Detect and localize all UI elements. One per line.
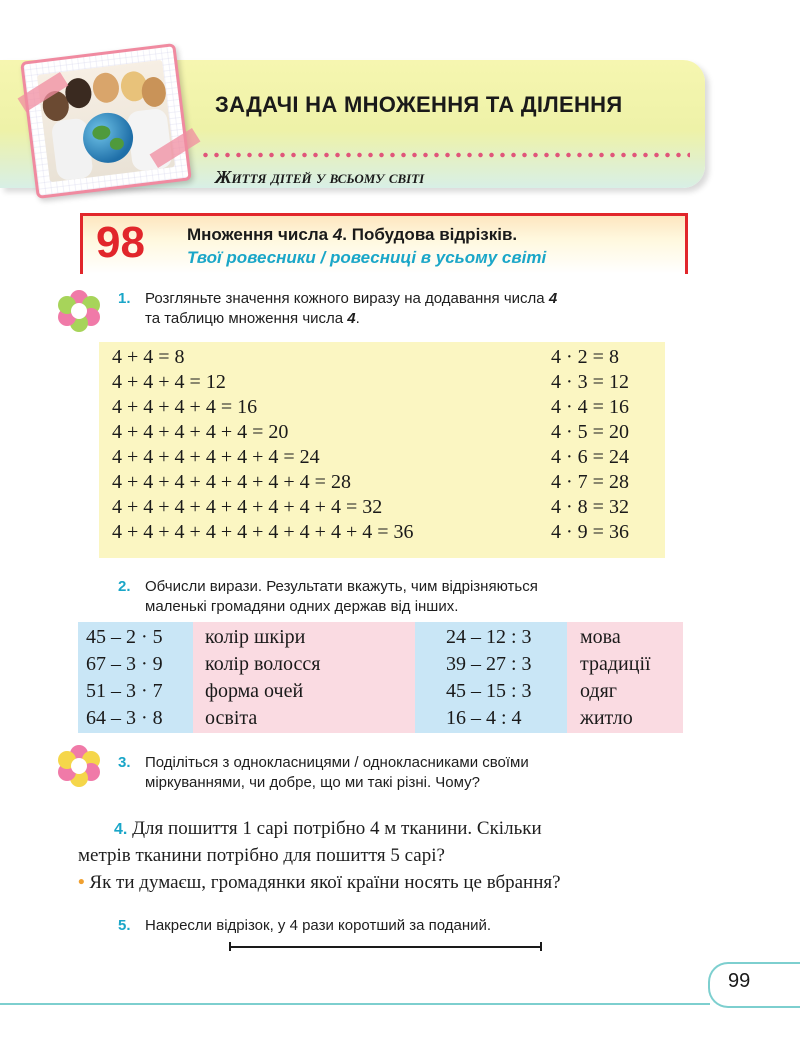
product-equation: 4 · 7 = 28 <box>551 471 629 493</box>
children-globe-photo <box>20 43 192 199</box>
lesson-subtitle: Твої ровесники / ровесниці в усьому світі <box>187 248 547 267</box>
task-4-number: 4. <box>114 821 128 838</box>
product-equation: 4 · 3 = 12 <box>551 371 629 393</box>
task-1-line2: та таблицю множення числа <box>145 310 344 327</box>
segment-tick-left <box>229 942 231 951</box>
table-cell-expression: 39 – 27 : 3 <box>446 653 532 675</box>
sum-equation: 4 + 4 + 4 + 4 + 4 + 4 = 24 <box>112 446 320 468</box>
chapter-subtitle: Життя дітей у всьому світі <box>215 167 425 187</box>
task-3-text <box>145 753 685 793</box>
dotted-divider <box>200 152 690 158</box>
task-4-question <box>78 870 698 896</box>
product-equation: 4 · 5 = 20 <box>551 421 629 443</box>
table-cell-word: колір шкіри <box>205 626 306 648</box>
page-number: 99 <box>728 970 751 992</box>
lesson-number: 98 <box>96 218 145 267</box>
sum-equation: 4 + 4 + 4 + 4 + 4 + 4 + 4 + 4 + 4 = 36 <box>112 521 414 543</box>
table-cell-word: житло <box>580 707 633 729</box>
task-1-text: Розгляньте значення кожного виразу на додавання числа 4 та таблицю множення числа 4. <box>145 290 558 327</box>
task-4-line1: Для пошиття 1 сарі потрібно 4 м тканини. Скільки <box>132 818 542 839</box>
sum-equation: 4 + 4 + 4 = 12 <box>112 371 226 393</box>
product-equation: 4 · 4 = 16 <box>551 396 629 418</box>
table-cell-word: колір волосся <box>205 653 321 675</box>
page-footer-line <box>0 1003 710 1005</box>
chapter-title: ЗАДАЧІ НА МНОЖЕННЯ ТА ДІЛЕННЯ <box>215 92 623 117</box>
task-2-line2: маленькі громадяни одних держав від інших. <box>145 598 459 615</box>
task-2-text <box>145 577 690 617</box>
product-equation: 4 · 9 = 36 <box>551 521 629 543</box>
product-equation: 4 · 8 = 32 <box>551 496 629 518</box>
table-cell-expression: 16 – 4 : 4 <box>446 707 522 729</box>
table-cell-expression: 67 – 3 · 9 <box>86 653 163 675</box>
task-3-line2: міркуваннями, чи добре, що ми такі різні. Чому? <box>145 774 480 791</box>
task-4-line2: метрів тканини потрібно для пошиття 5 сарі? <box>78 845 445 866</box>
sum-equation: 4 + 4 + 4 + 4 + 4 = 20 <box>112 421 289 443</box>
page-number-tab <box>708 962 800 1008</box>
table-cell-word: форма очей <box>205 680 304 702</box>
task-1-number: 1. <box>118 290 131 307</box>
table-cell-expression: 64 – 3 · 8 <box>86 707 163 729</box>
task-2-line1: Обчисли вирази. Результати вкажуть, чим відрізняються <box>145 578 538 595</box>
sum-equation: 4 + 4 + 4 + 4 + 4 + 4 + 4 = 28 <box>112 471 351 493</box>
task-1-line1: Розгляньте значення кожного виразу на додавання числа <box>145 290 545 307</box>
task-3-line1: Поділіться з однокласницями / однокласниками своїми <box>145 754 529 771</box>
task-5-number: 5. <box>118 917 131 934</box>
table-cell-expression: 45 – 15 : 3 <box>446 680 532 702</box>
sum-equation: 4 + 4 + 4 + 4 + 4 + 4 + 4 + 4 = 32 <box>112 496 383 518</box>
flower-icon <box>58 745 100 787</box>
table-cell-expression: 45 – 2 · 5 <box>86 626 163 648</box>
segment-tick-right <box>540 942 542 951</box>
task-4-text <box>78 816 693 869</box>
lesson-title: Множення числа 4. Побудова відрізків. <box>187 225 518 244</box>
table-cell-word: освіта <box>205 707 258 729</box>
product-equation: 4 · 2 = 8 <box>551 346 619 368</box>
table-cell-word: мова <box>580 626 621 648</box>
task-1-bold-num: 4 <box>548 290 558 307</box>
table-cell-expression: 51 – 3 · 7 <box>86 680 163 702</box>
task-5-text: Накресли відрізок, у 4 рази коротший за поданий. <box>145 917 492 934</box>
product-equation: 4 · 6 = 24 <box>551 446 629 468</box>
flower-icon <box>58 290 100 332</box>
table-cell-expression: 24 – 12 : 3 <box>446 626 532 648</box>
task-3-number: 3. <box>118 754 131 771</box>
bullet-icon: • <box>78 872 85 893</box>
given-segment <box>230 946 541 948</box>
table-cell-word: традиції <box>580 653 651 675</box>
task-2-number: 2. <box>118 578 131 595</box>
task-1-bold-num2: 4 <box>347 310 356 327</box>
sum-equation: 4 + 4 + 4 + 4 = 16 <box>112 396 258 418</box>
table-cell-word: одяг <box>580 680 618 702</box>
sum-equation: 4 + 4 = 8 <box>112 346 185 368</box>
task-4-bullet-text: Як ти думаєш, громадянки якої країни носять це вбрання? <box>89 872 561 893</box>
